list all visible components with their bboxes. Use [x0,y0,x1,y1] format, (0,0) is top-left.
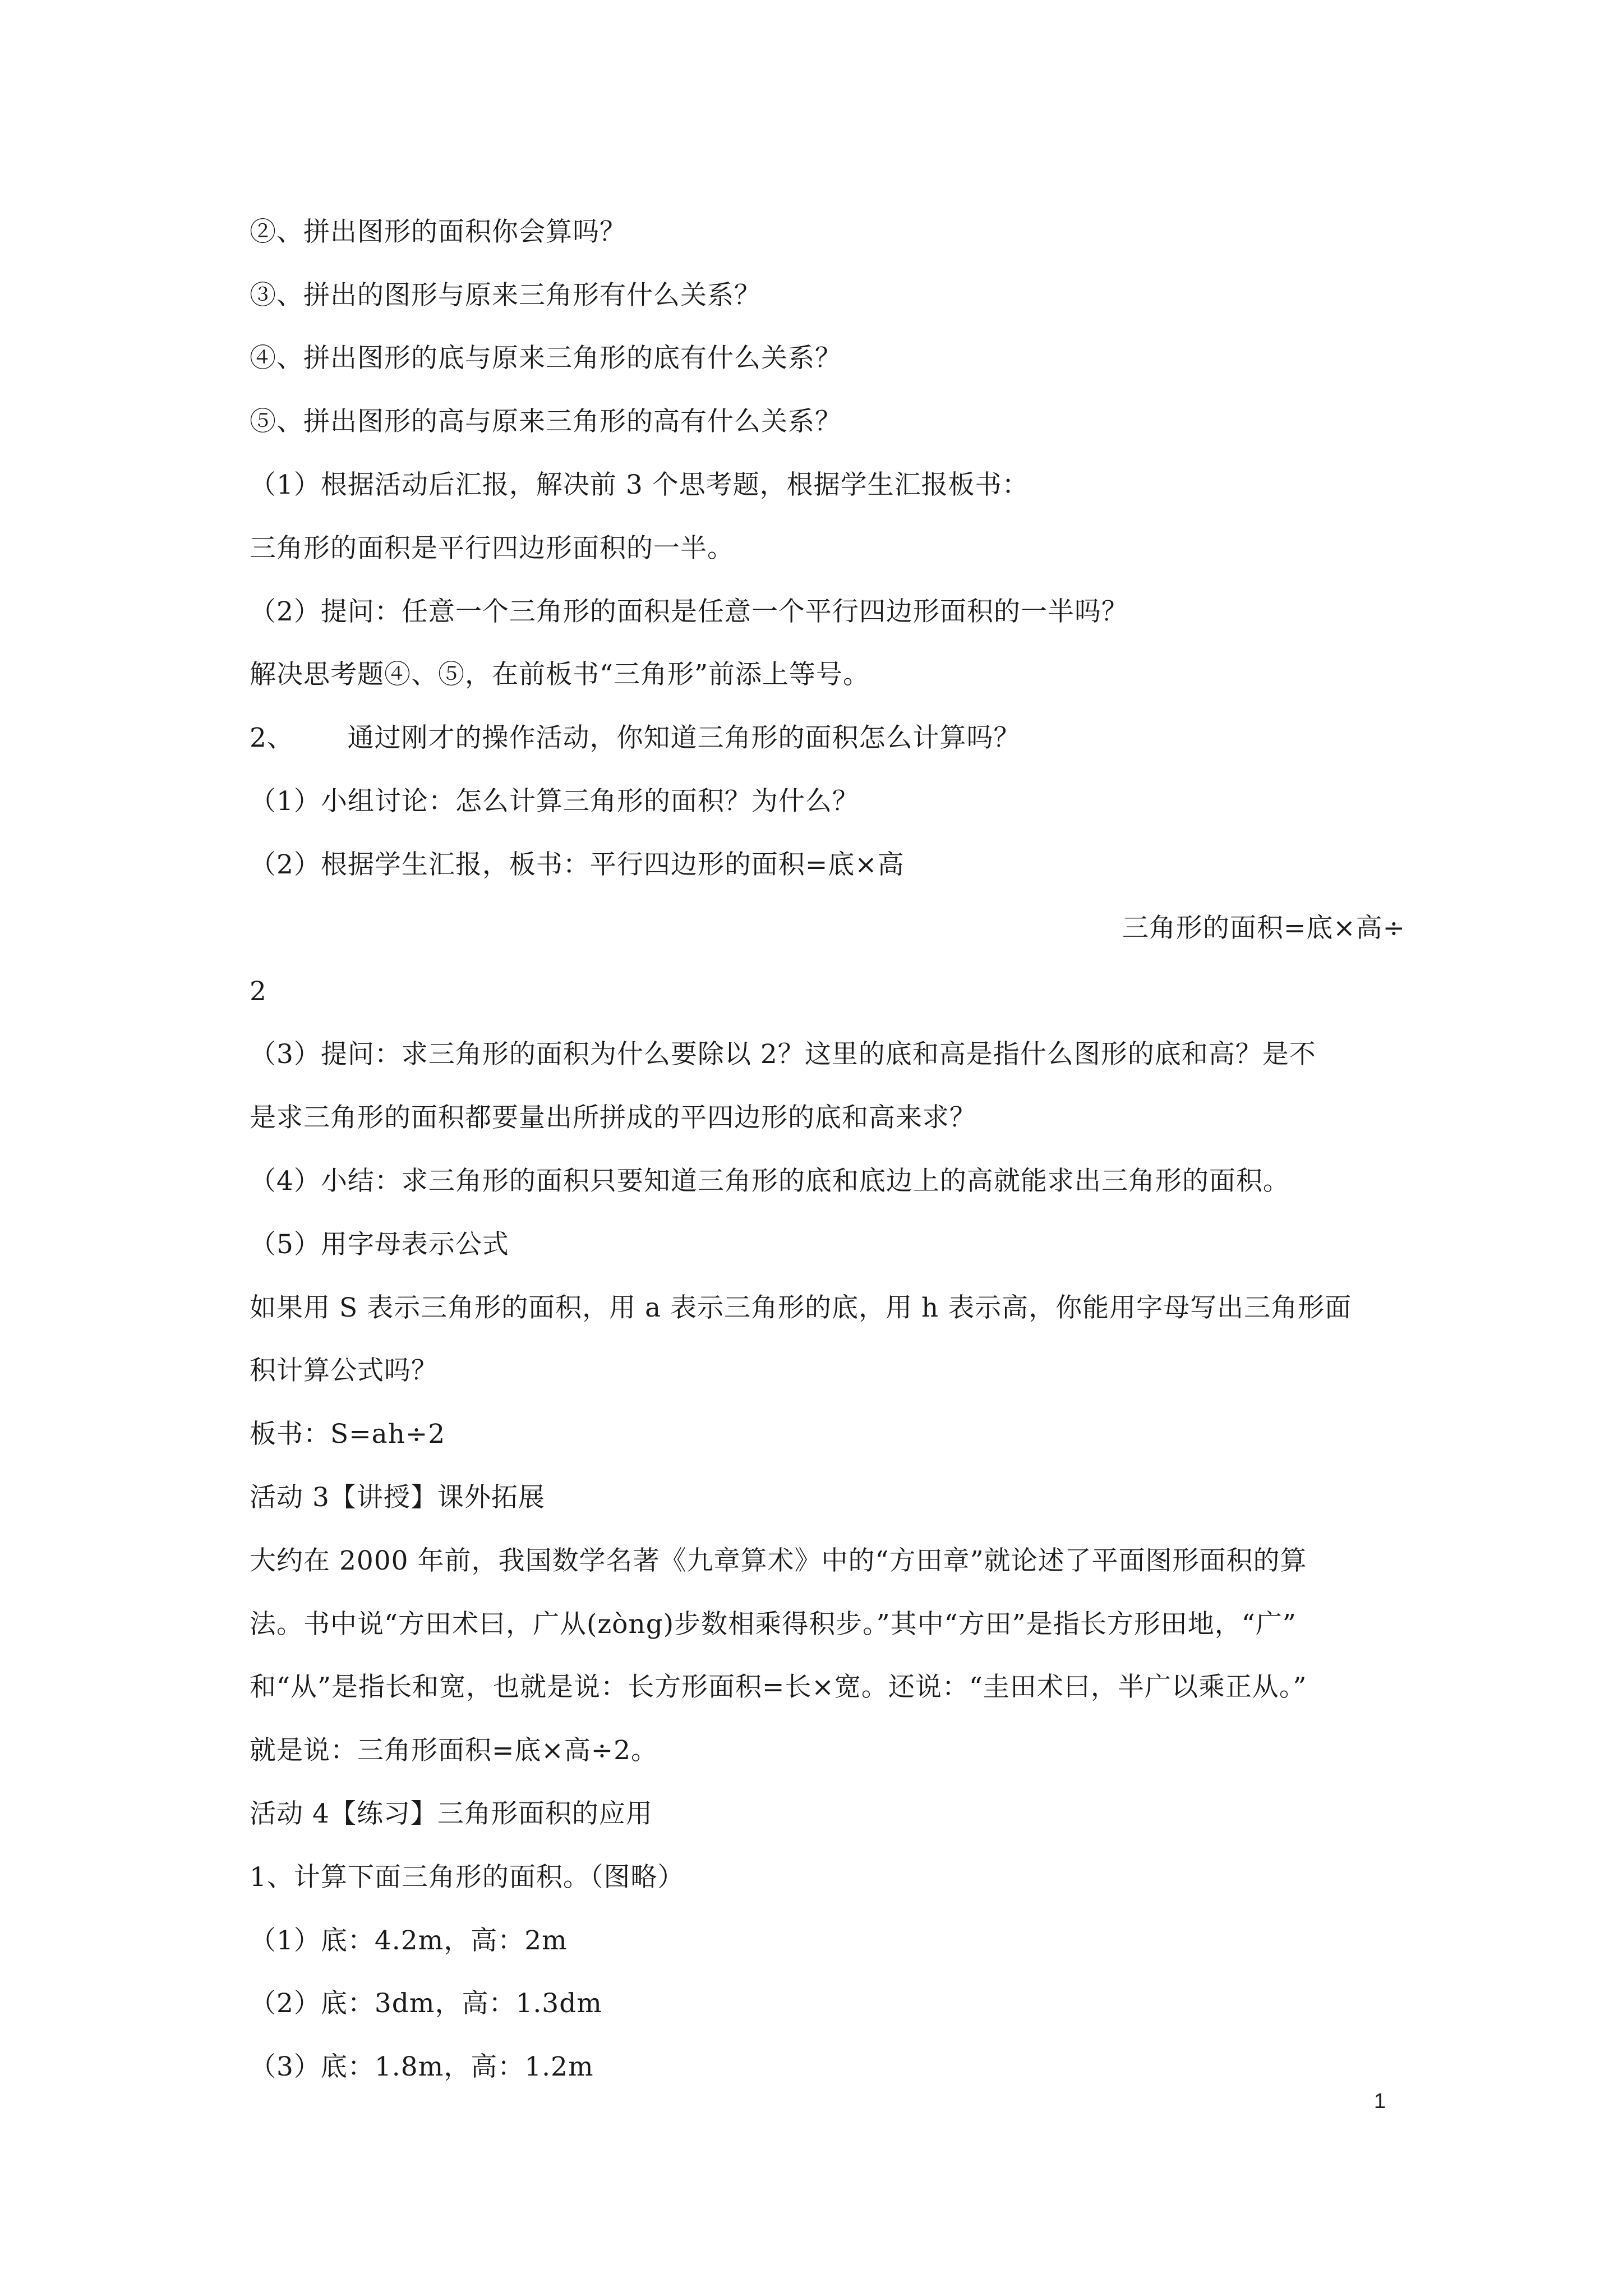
text-line: 板书：S=ah÷2 [250,1419,446,1450]
text-line: ④、拼出图形的底与原来三角形的底有什么关系？ [250,343,842,374]
formula-line: 三角形的面积=底×高÷ [1122,913,1405,944]
section-heading: 活动 3【讲授】课外拓展 [250,1482,545,1513]
text-line: ⑤、拼出图形的高与原来三角形的高有什么关系？ [250,406,842,437]
text-line: 就是说：三角形面积=底×高÷2。 [250,1735,658,1766]
text-line: 如果用 S 表示三角形的面积，用 a 表示三角形的底，用 h 表示高，你能用字母写出三角形面 [250,1292,1352,1323]
text-line: （1）小组讨论：怎么计算三角形的面积？为什么？ [250,786,859,817]
text-line: （1）底：4.2m，高：2m [250,1925,568,1956]
text-line: 是求三角形的面积都要量出所拼成的平四边形的底和高来求？ [250,1102,976,1133]
text-line: 积计算公式吗？ [250,1355,438,1386]
text-line: 三角形的面积是平行四边形面积的一半。 [250,533,734,564]
text-line: ③、拼出的图形与原来三角形有什么关系？ [250,280,761,311]
text-line: ②、拼出图形的面积你会算吗？ [250,217,626,247]
text-line: 法。书中说“方田术曰，广从(zòng)步数相乘得积步。”其中“方田”是指长方形田地，“广” [250,1609,1297,1640]
text-line: （2）底：3dm，高：1.3dm [250,1988,602,2019]
text-line: （2）根据学生汇报，板书：平行四边形的面积=底×高 [250,849,905,880]
text-line: （4）小结：求三角形的面积只要知道三角形的底和底边上的高就能求出三角形的面积。 [250,1166,1290,1197]
text-line: （3）底：1.8m，高：1.2m [250,2051,594,2082]
text-line: 1、计算下面三角形的面积。（图略） [250,1862,685,1893]
text-line: （1）根据活动后汇报，解决前 3 个思考题，根据学生汇报板书： [250,470,1029,500]
text-line: （2）提问：任意一个三角形的面积是任意一个平行四边形面积的一半吗？ [250,596,1128,627]
section-heading: 活动 4【练习】三角形面积的应用 [250,1798,653,1829]
text-line: 和“从”是指长和宽，也就是说：长方形面积=长×宽。还说：“圭田术曰，半广以乘正从。” [250,1672,1307,1703]
page-number: 1 [1373,2090,1386,2113]
text-line: 解决思考题④、⑤，在前板书“三角形”前添上等号。 [250,659,870,690]
text-line: 2 [250,976,267,1007]
text-line: 2、 通过刚才的操作活动，你知道三角形的面积怎么计算吗？ [250,723,1021,753]
text-line: （5）用字母表示公式 [250,1229,509,1260]
text-line: （3）提问：求三角形的面积为什么要除以 2？这里的底和高是指什么图形的底和高？是不 [250,1039,1316,1070]
text-line: 大约在 2000 年前，我国数学名著《九章算术》中的“方田章”就论述了平面图形面积的算 [250,1545,1307,1576]
